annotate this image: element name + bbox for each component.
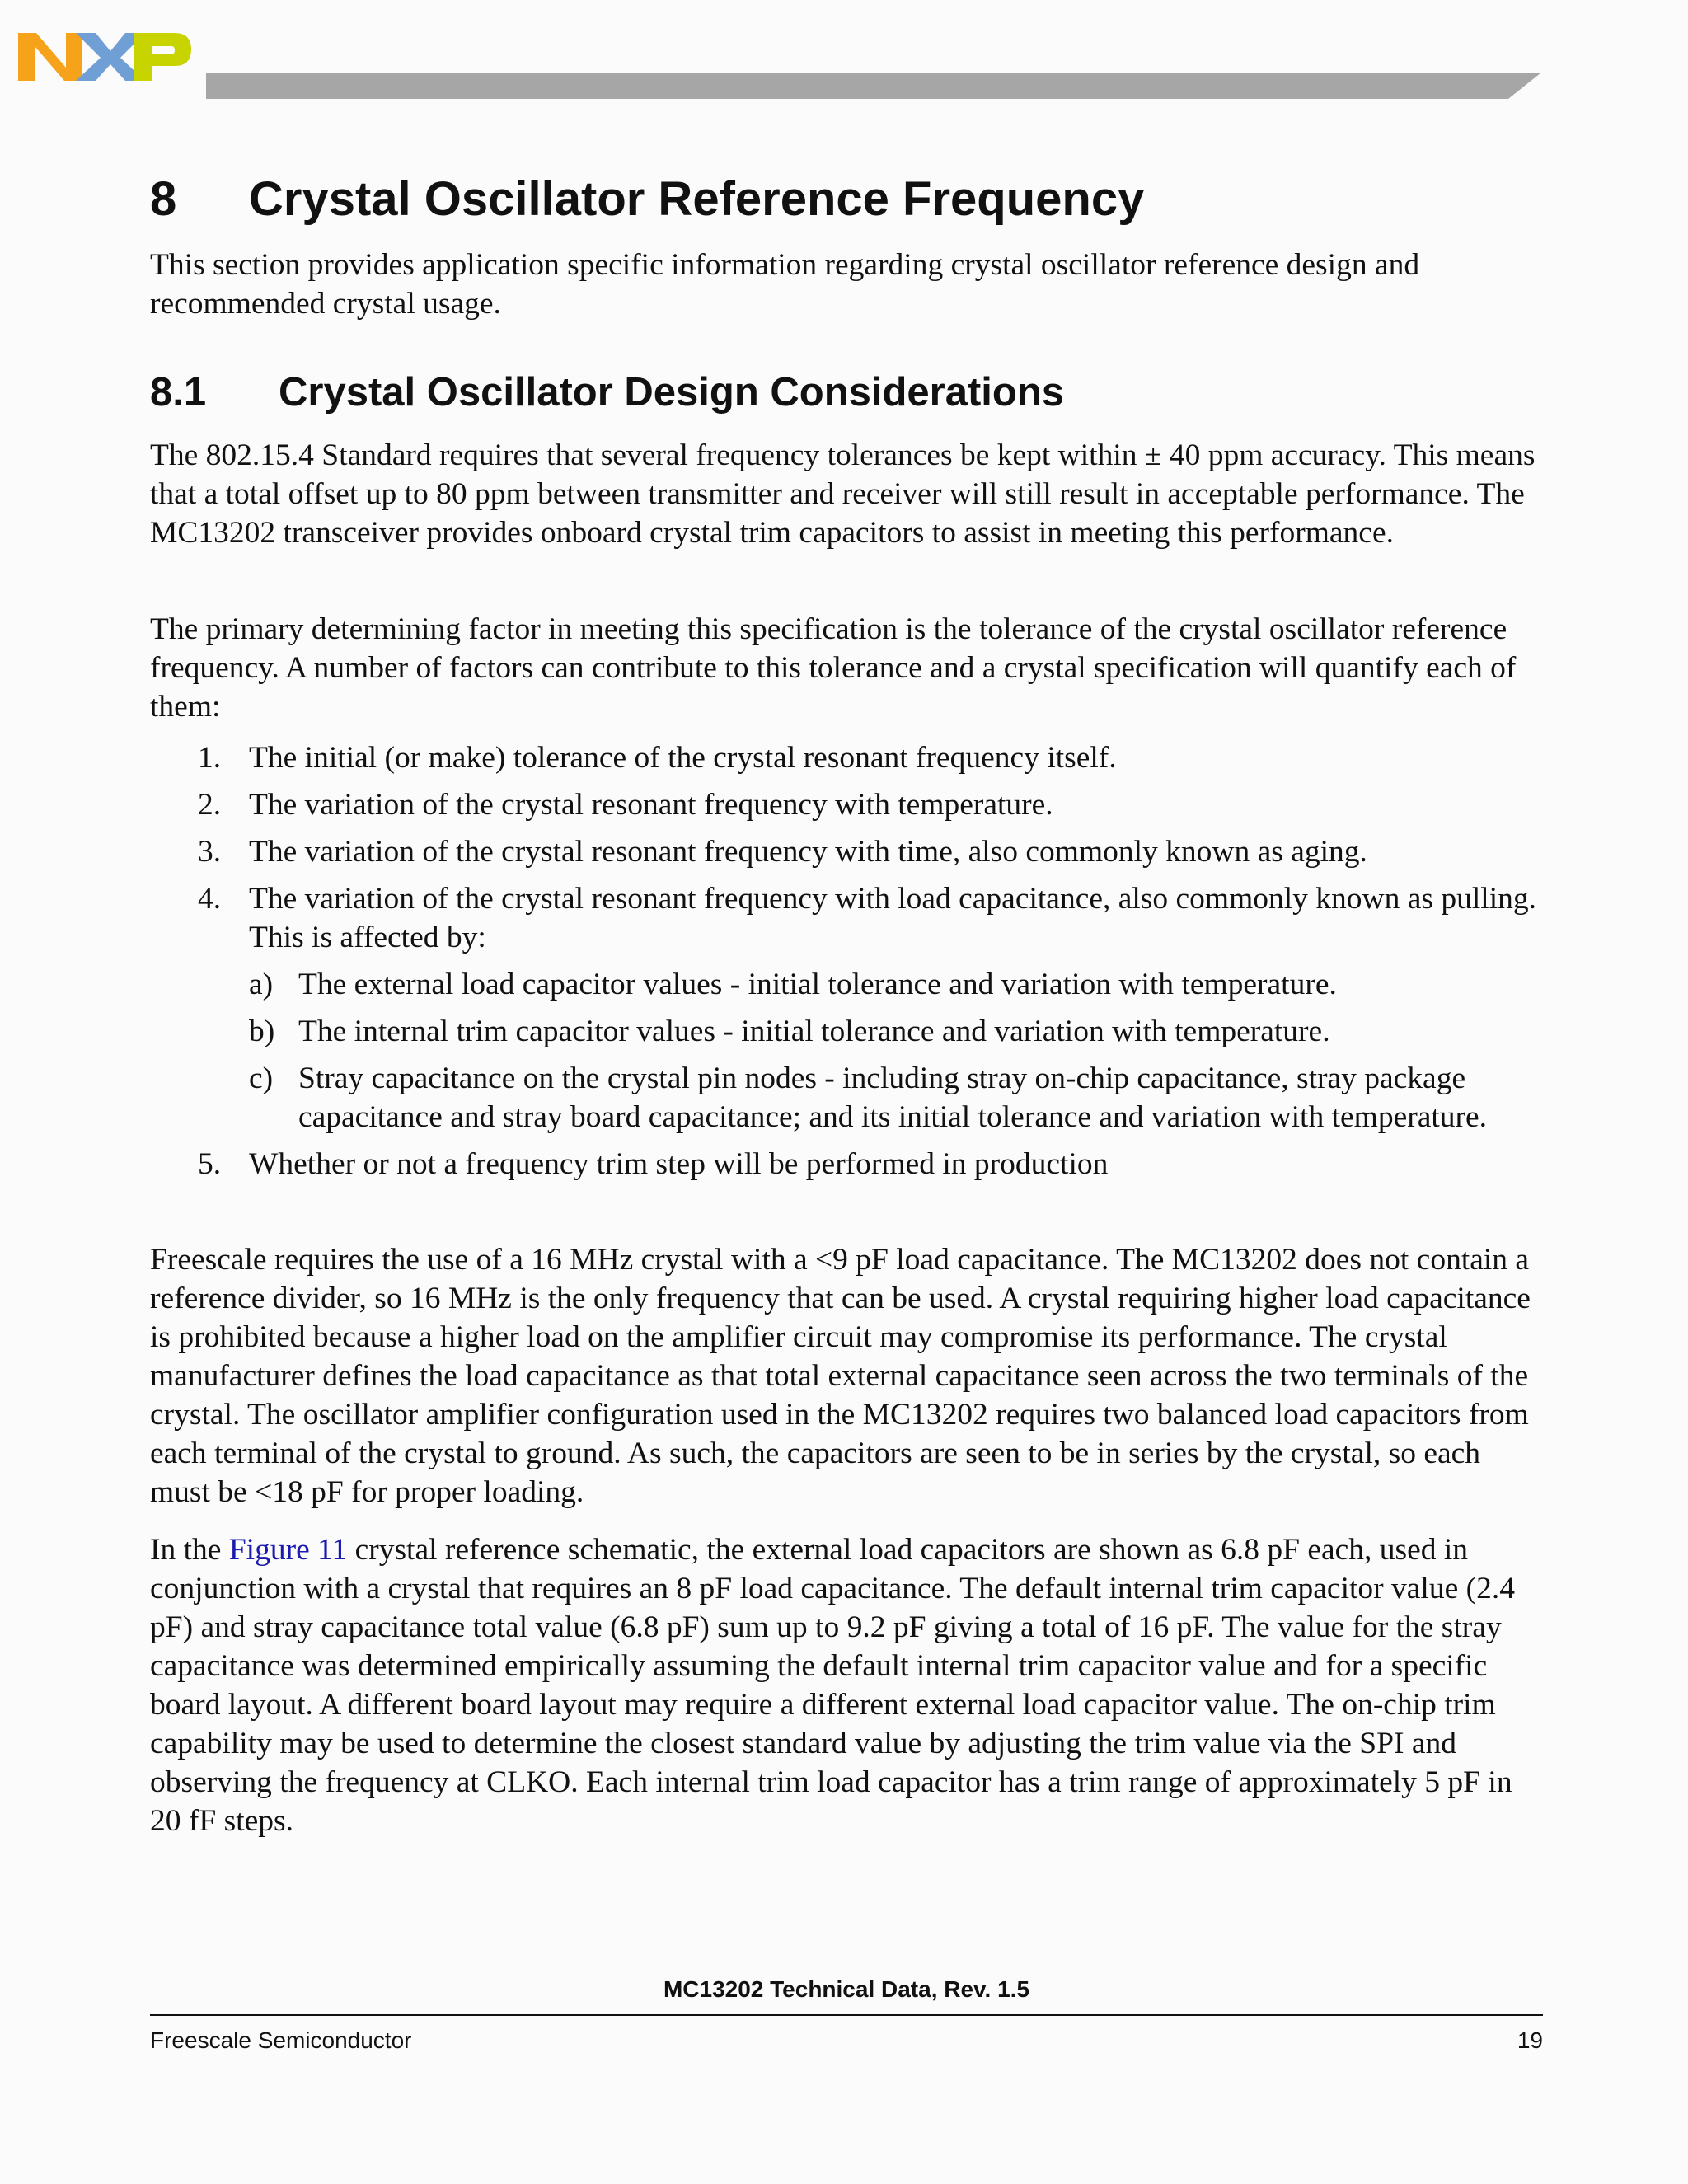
list-item bbox=[150, 785, 1543, 824]
list-item bbox=[150, 832, 1543, 871]
list-marker: 3. bbox=[198, 835, 222, 869]
list-item bbox=[150, 1145, 1543, 1183]
figure-11-link[interactable]: Figure 11 bbox=[228, 1533, 348, 1567]
paragraph-tolerance: The 802.15.4 Standard requires that several frequency tolerances be kept within ± 40 ppm accuracy. This means that a total offset up to 80 ppm between transmitter and receiver will still result in acceptable performance. The MC13202 transceiver provides onboard crystal trim capacitors to assist in meeting this performance. bbox=[150, 438, 1536, 550]
header-bar bbox=[206, 73, 1541, 99]
sub-list-marker: c) bbox=[249, 1062, 274, 1095]
footer-document-title: MC13202 Technical Data, Rev. 1.5 bbox=[663, 1976, 1030, 2002]
list-item-text: Whether or not a frequency trim step will be performed in production bbox=[249, 1147, 1109, 1181]
sub-list-item bbox=[249, 1059, 1543, 1137]
sub-list-item bbox=[249, 1012, 1543, 1051]
list-marker: 1. bbox=[198, 741, 222, 775]
nxp-logo bbox=[18, 25, 191, 89]
subsection-title: Crystal Oscillator Design Considerations bbox=[279, 370, 1065, 415]
list-marker: 2. bbox=[198, 788, 222, 822]
list-item-text: The variation of the crystal resonant frequency with time, also commonly known as aging. bbox=[249, 835, 1367, 869]
sub-list-marker: b) bbox=[249, 1015, 275, 1048]
paragraph-rest: crystal reference schematic, the external load capacitors are shown as 6.8 pF each, used in conjunction with a crystal that requires an 8 pF load capacitance. The default internal trim capacitor value (2.4 pF) and stray capacitance total value (6.8 pF) sum up to 9.2 pF giving a total of 16 pF. The value for the stray capacitance was determined empirically assuming the default internal trim capacitor value and for a specific board layout. A different board layout may require a different external load capacitor value. The on-chip trim capability may be used to determine the closest standard value by adjusting the trim value via the SPI and observing the frequency at CLKO. Each internal trim load capacitor has a trim range of approximately 5 pF in 20 fF steps. bbox=[150, 1533, 1515, 1838]
section-title: Crystal Oscillator Reference Frequency bbox=[249, 172, 1145, 226]
sub-list-item bbox=[249, 965, 1543, 1004]
paragraph-factors: The primary determining factor in meeting this specification is the tolerance of the crystal oscillator reference frequency. A number of factors can contribute to this tolerance and a crystal specification will quantify each of them: bbox=[150, 612, 1517, 724]
sub-list-marker: a) bbox=[249, 968, 274, 1001]
intro-paragraph: This section provides application specific information regarding crystal oscillator reference design and recommended crystal usage. bbox=[150, 248, 1420, 321]
factors-list bbox=[150, 738, 1543, 1192]
section-number: 8 bbox=[150, 172, 177, 226]
section-heading bbox=[150, 170, 1144, 229]
sub-list-item-text: The internal trim capacitor values - initial tolerance and variation with temperature. bbox=[298, 1015, 1330, 1048]
subsection-number: 8.1 bbox=[150, 370, 207, 415]
footer-divider bbox=[150, 2014, 1543, 2016]
footer-company: Freescale Semiconductor bbox=[150, 2027, 412, 2053]
sub-list-item-text: Stray capacitance on the crystal pin nodes - including stray on-chip capacitance, stray package capacitance and stray board capacitance; and its initial tolerance and variation with temperature. bbox=[298, 1062, 1488, 1134]
list-item-text: The variation of the crystal resonant frequency with temperature. bbox=[249, 788, 1053, 822]
list-marker: 5. bbox=[198, 1147, 222, 1181]
paragraph-prefix: In the bbox=[150, 1533, 229, 1567]
sub-list bbox=[249, 965, 1543, 1137]
list-item bbox=[150, 879, 1543, 1137]
paragraph-load-capacitors bbox=[150, 1530, 1543, 1840]
page-number: 19 bbox=[1517, 2027, 1543, 2053]
list-marker: 4. bbox=[198, 882, 222, 916]
sub-list-item-text: The external load capacitor values - initial tolerance and variation with temperature. bbox=[298, 968, 1337, 1001]
list-item-text: The variation of the crystal resonant frequency with load capacitance, also commonly known as pulling. This is affected by: bbox=[249, 882, 1536, 954]
list-item bbox=[150, 738, 1543, 777]
paragraph-crystal-requirements: Freescale requires the use of a 16 MHz crystal with a <9 pF load capacitance. The MC13202 does not contain a reference divider, so 16 MHz is the only frequency that can be used. A crystal requiring higher load capacitance is prohibited because a higher load on the amplifier circuit may compromise its performance. The crystal manufacturer defines the load capacitance as that total external capacitance seen across the two terminals of the crystal. The oscillator amplifier configuration used in the MC13202 requires two balanced load capacitors from each terminal of the crystal to ground. As such, the capacitors are seen to be in series by the crystal, so each must be <18 pF for proper loading. bbox=[150, 1243, 1531, 1509]
subsection-heading bbox=[150, 368, 1064, 417]
list-item-text: The initial (or make) tolerance of the crystal resonant frequency itself. bbox=[249, 741, 1117, 775]
